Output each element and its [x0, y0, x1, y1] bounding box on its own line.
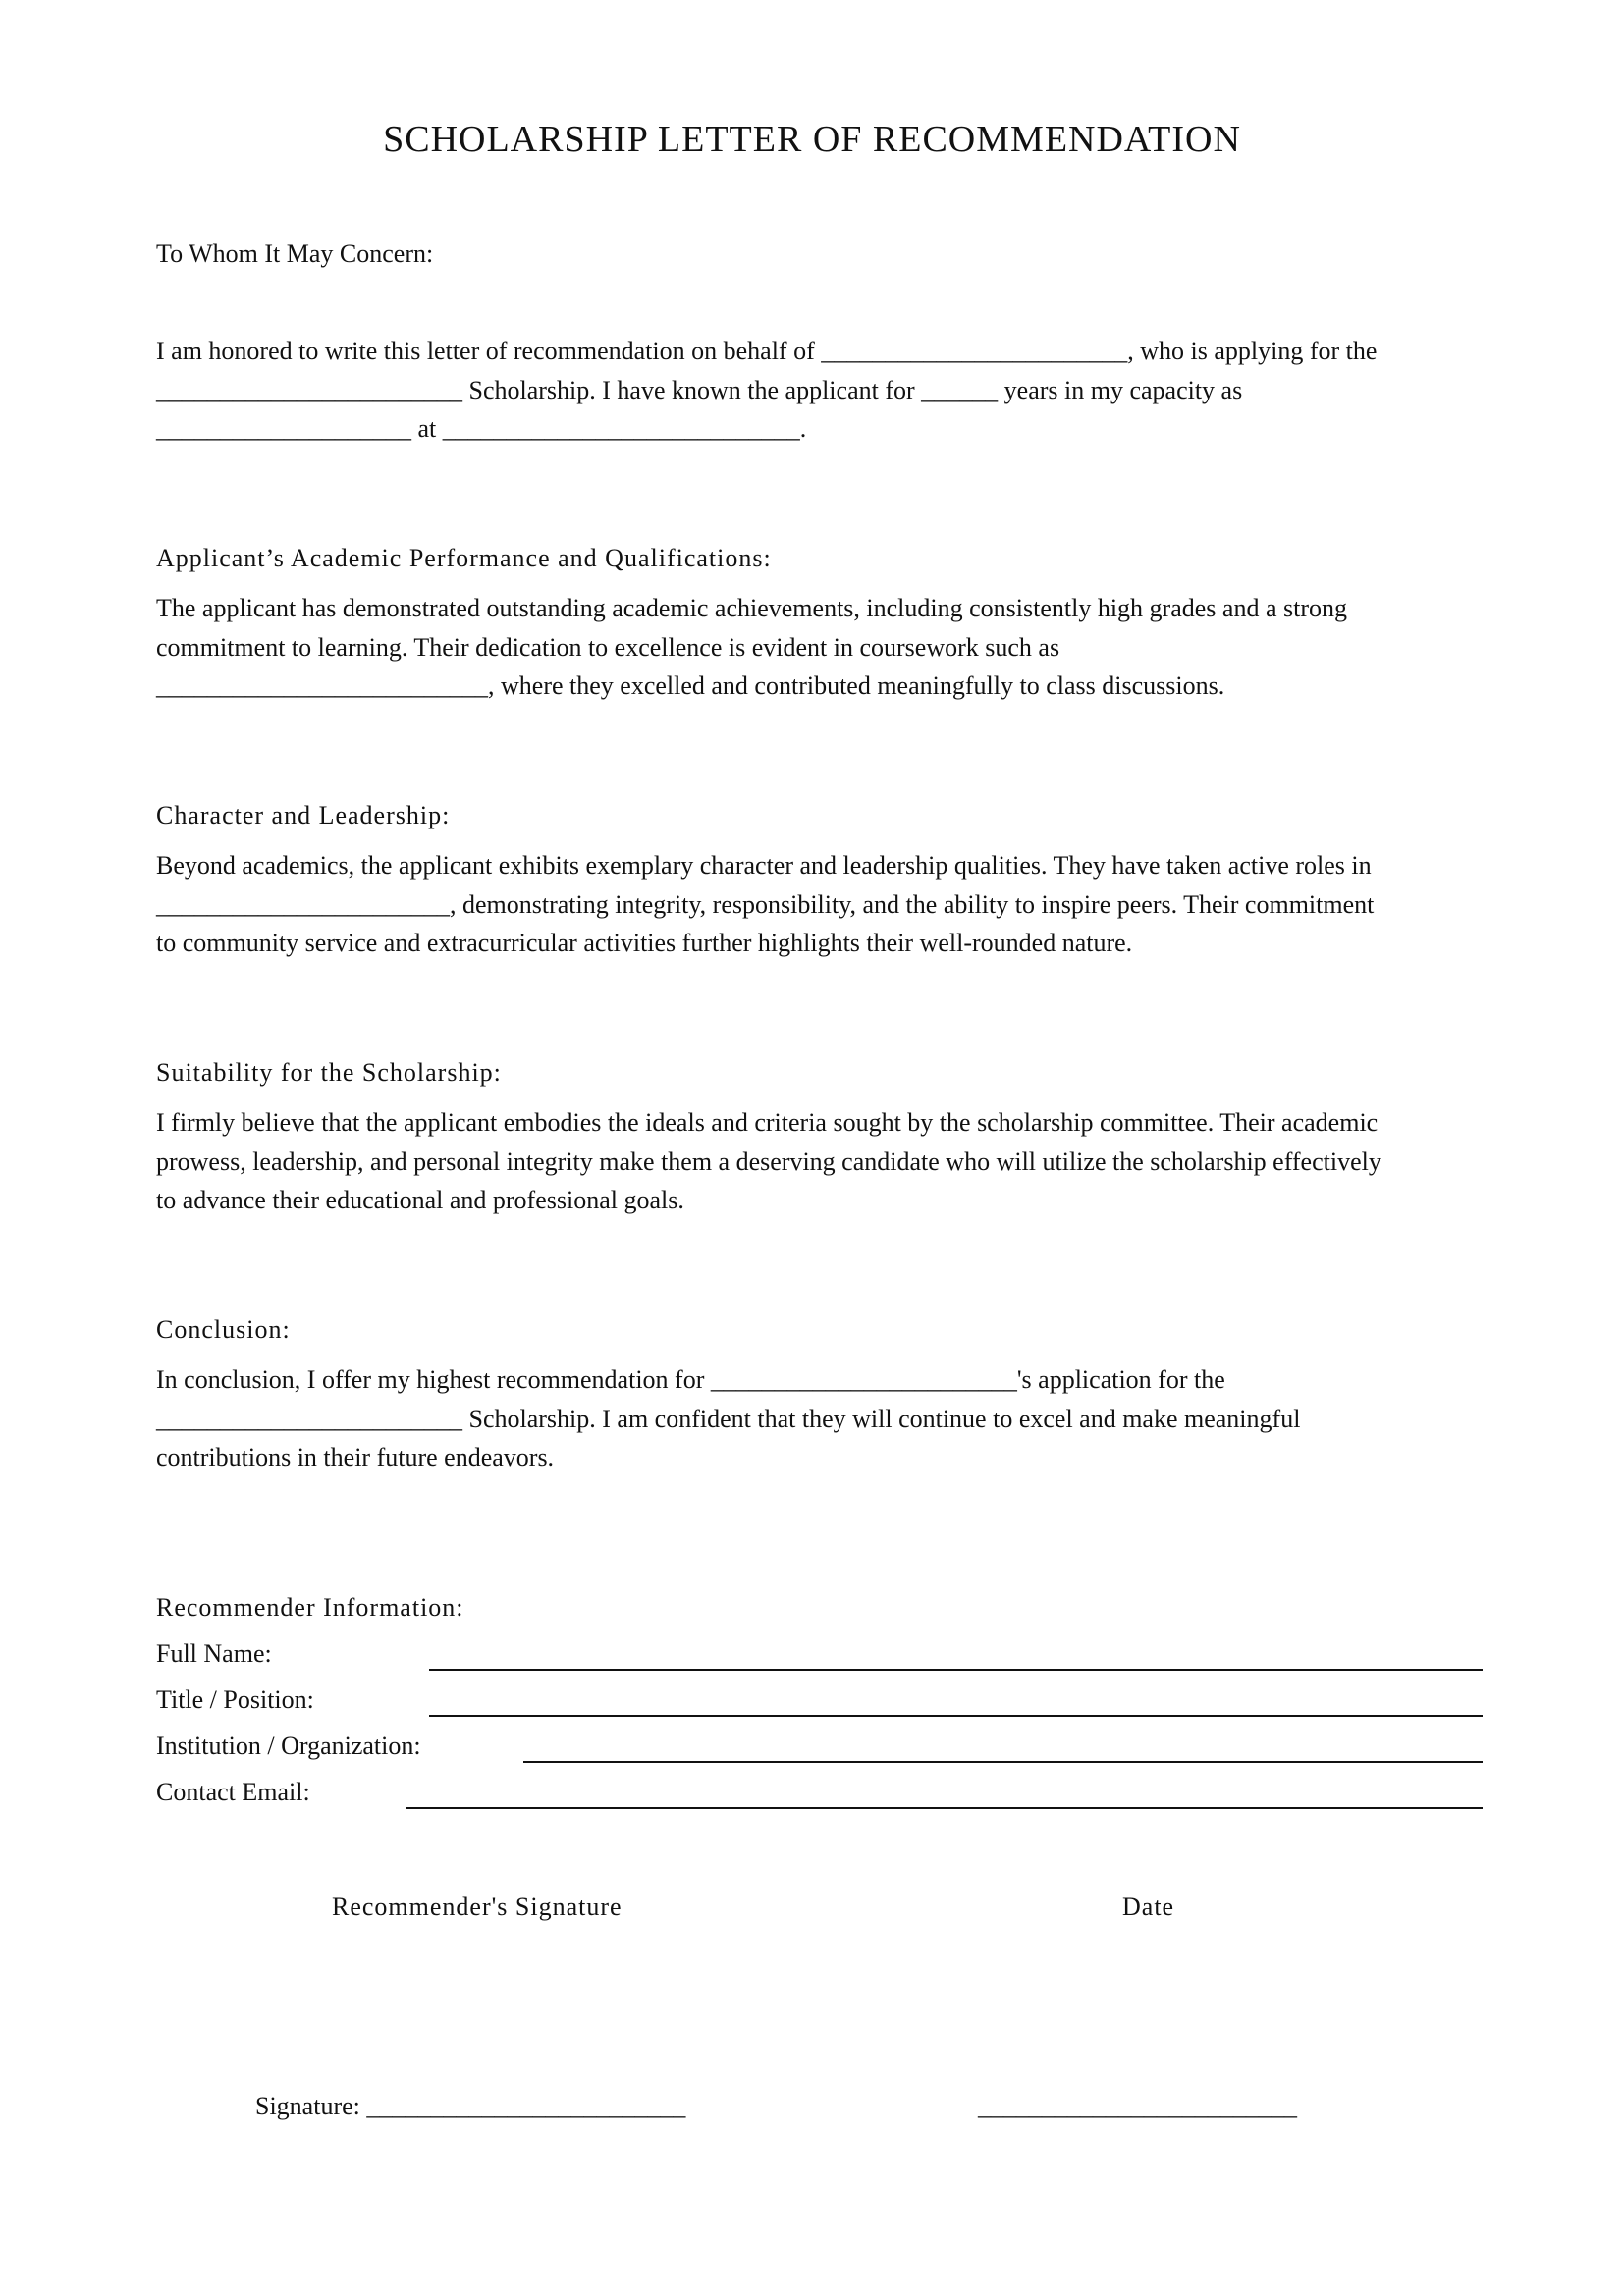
section-line: ________________________ Scholarship. I am confident that they will continue to excel and make meaningful — [156, 1404, 1301, 1433]
document-title: SCHOLARSHIP LETTER OF RECOMMENDATION — [383, 119, 1241, 160]
section-line: __________________________, where they excelled and contributed meaningfully to class discussions. — [156, 671, 1225, 700]
title-position-label: Title / Position: — [156, 1685, 314, 1714]
recommender-heading: Recommender Information: — [156, 1593, 464, 1622]
section-heading-character: Character and Leadership: — [156, 801, 451, 829]
signature-caption: Recommender's Signature — [332, 1893, 623, 1921]
section-line: The applicant has demonstrated outstanding academic achievements, including consistently high grades and a strong — [156, 594, 1347, 622]
salutation: To Whom It May Concern: — [156, 240, 434, 268]
intro-paragraph — [156, 332, 1531, 449]
date-line[interactable]: _________________________ — [978, 2092, 1297, 2120]
section-heading-academic: Applicant’s Academic Performance and Qualifications: — [156, 544, 772, 572]
section-body-suitability — [156, 1103, 1531, 1220]
intro-line: ____________________ at ____________________________. — [156, 414, 807, 443]
institution-row — [156, 1732, 1483, 1771]
full-name-field[interactable] — [429, 1669, 1483, 1671]
contact-email-row — [156, 1778, 1483, 1817]
full-name-label: Full Name: — [156, 1639, 272, 1668]
section-line: to community service and extracurricular activities further highlights their well-rounded nature. — [156, 929, 1133, 957]
intro-line: I am honored to write this letter of recommendation on behalf of ________________________, who is applying for the — [156, 337, 1378, 365]
section-line: commitment to learning. Their dedication to excellence is evident in coursework such as — [156, 632, 1060, 662]
section-body-conclusion — [156, 1361, 1531, 1477]
section-line: prowess, leadership, and personal integrity make them a deserving candidate who will utilize the scholarship effectively — [156, 1147, 1381, 1176]
date-caption: Date — [1122, 1893, 1175, 1921]
section-line: Beyond academics, the applicant exhibits exemplary character and leadership qualities. They have taken active roles in — [156, 851, 1372, 880]
section-line: _______________________, demonstrating integrity, responsibility, and the ability to inspire peers. Their commitment — [156, 889, 1375, 919]
section-heading-conclusion: Conclusion: — [156, 1315, 291, 1344]
signature-line[interactable]: Signature: _________________________ — [255, 2092, 686, 2120]
section-line: contributions in their future endeavors. — [156, 1443, 555, 1471]
contact-email-label: Contact Email: — [156, 1778, 310, 1806]
institution-field[interactable] — [523, 1761, 1483, 1763]
section-line: In conclusion, I offer my highest recommendation for ________________________'s application for the — [156, 1365, 1225, 1394]
title-position-field[interactable] — [429, 1715, 1483, 1717]
section-line: I firmly believe that the applicant embodies the ideals and criteria sought by the scholarship committee. Their academic — [156, 1108, 1379, 1137]
institution-label: Institution / Organization: — [156, 1732, 421, 1760]
section-heading-suitability: Suitability for the Scholarship: — [156, 1058, 502, 1087]
section-body-academic — [156, 589, 1531, 706]
section-body-character — [156, 846, 1531, 963]
contact-email-field[interactable] — [406, 1807, 1483, 1809]
title-position-row — [156, 1685, 1483, 1725]
full-name-row — [156, 1639, 1483, 1679]
intro-line: ________________________ Scholarship. I have known the applicant for ______ years in my capacity as — [156, 375, 1243, 404]
section-line: to advance their educational and professional goals. — [156, 1186, 684, 1214]
